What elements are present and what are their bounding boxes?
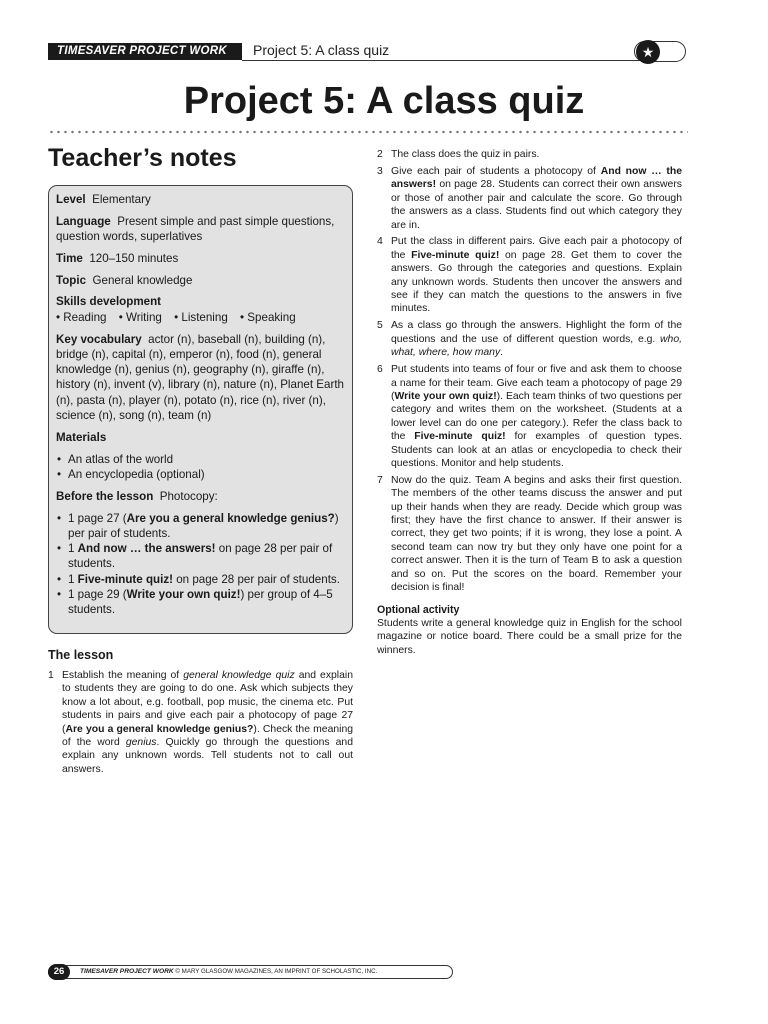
skills-list [56,311,305,324]
step-1: 1 Establish the meaning of general knowledge quiz and explain to students they are going to do one. Ask which subjects they know a lot about, e.g. football, pop music, the cinema etc. Put students in pairs and give each pair a photocopy of page 27 (Are you a general knowledge genius?). Check the meaning of the word genius. Quickly go through the questions and explain any unknown words. Tell students not to call out answers. [48,670,354,775]
section-title: Teacher’s notes [48,144,237,172]
lesson-steps-left [48,669,353,779]
list-item: • 1 page 27 (Are you a general knowledge genius?) per pair of students. [56,511,345,542]
page-header [48,40,688,64]
vocab-value: actor (n), baseball (n), building (n), bridge (n), capital (n), emperor (n), food (n), general knowledge (n), genius (n), geography (n), giraffe (n), history (n), invent (v), library (n), nature (n), Planet Earth (n), pasta (n), player (n), potato (n), rice (n), river (n), science (n), song (n), team (n) [56,332,345,423]
page-number: 26 [48,964,70,980]
page-title: Project 5: A class quiz [183,80,585,122]
star-icon: ★ [636,40,660,64]
series-label: TIMESAVER PROJECT WORK [48,43,242,60]
step-number: 6 [377,364,383,376]
vocab-label: Key vocabulary [56,332,142,346]
vocab-row [56,332,345,424]
step-number: 7 [377,474,383,486]
language-label: Language [56,214,111,228]
header-title: Project 5: A class quiz [253,42,390,58]
step-number: 5 [377,320,383,332]
skill-item: • Writing [118,310,162,324]
materials-row [56,430,345,445]
language-row [56,214,345,245]
page-footer [48,964,453,981]
level-row [56,192,345,207]
list-item: • 1 page 29 (Write your own quiz!) per group of 4–5 students. [56,587,345,618]
step-number: 2 [377,149,383,160]
footer-text [80,966,377,978]
dotted-divider [48,129,688,135]
skill-item: • Speaking [240,310,296,324]
optional-heading: Optional activity [377,603,460,616]
before-row [56,489,345,504]
skill-item: • Listening [174,310,228,324]
skills-row [56,294,345,325]
materials-list [56,452,345,483]
time-row [56,251,345,266]
level-label: Level [56,193,86,206]
header-rule [242,60,674,61]
step-4: 4 Put the class in different pairs. Give each pair a photocopy of the Five-minute quiz! on page 28. Get them to cover the answers. Go through the categories and questions. Explain any unknown words. Students then uncover the answers and see if they can match the questions to the answers in five minutes. [377,236,683,315]
topic-value: General knowledge [92,273,193,287]
lesson-heading: The lesson [48,648,114,662]
footer-brand: TIMESAVER PROJECT WORK [80,968,174,975]
step-5: 5 As a class go through the answers. Highlight the form of the questions and the use of different question words, e.g. who, what, where, how many. [377,320,682,359]
lesson-info-box [48,185,353,634]
list-item: • An atlas of the world [56,452,345,467]
list-item: • 1 Five-minute quiz! on page 28 per pair of students. [56,572,345,587]
step-7: 7 Now do the quiz. Team A begins and asks their first question. The members of the other teams discuss the answer and put up their hands when they are ready. Decide which group was first; they have the first chance to answer. If their answer is correct, they get two points; if it is wrong, they lose a point. A second team can now try but they only have one point for a correct answer. Then it is the turn of Team B to ask a question and so on. Put the scores on the board. Remember your decision is final! [377,474,682,594]
step-6: 6 Put students into teams of four or five and ask them to choose a name for their team. Give each team a photocopy of page 29 (Write your own quiz!). Each team thinks of two questions per category and writes them on the worksheet. (Students at a lower level can do one per category.). Refer the class back to the Five-minute quiz! for examples of question types. Students can look at an atlas or encyclopedia to check their questions. Monitor and help students. [377,364,682,469]
step-2: 2 The class does the quiz in pairs. [377,149,540,160]
skill-item: • Reading [56,310,107,324]
step-number: 3 [377,165,383,177]
time-label: Time [56,251,83,265]
time-value: 120–150 minutes [89,251,179,265]
optional-text: Students write a general knowledge quiz in English for the school magazine or notice board. There could be a small prize for the winners. [377,617,682,656]
footer-copyright: © MARY GLASGOW MAGAZINES, AN IMPRINT OF SCHOLASTIC, INC. [173,968,378,975]
level-value: Elementary [92,193,151,206]
photocopy-list [56,511,345,618]
topic-label: Topic [56,273,87,287]
list-item: • 1 And now … the answers! on page 28 per pair of students. [56,541,345,572]
topic-row [56,273,345,288]
language-value: Present simple and past simple questions, question words, superlatives [56,214,335,244]
before-intro: Photocopy: [159,489,218,503]
step-number: 4 [377,236,383,248]
list-item: • An encyclopedia (optional) [56,467,345,482]
lesson-steps-right [377,148,682,657]
step-number: 1 [48,670,54,681]
materials-label: Materials [56,430,107,444]
skills-label: Skills development [56,295,162,309]
before-label: Before the lesson [56,489,154,503]
step-3: 3 Give each pair of students a photocopy of And now … the answers! on page 28. Students can correct their own answers or those of another pair and calculate the score. Go through the answers as a class. Students find out which category they are in. [377,165,682,231]
